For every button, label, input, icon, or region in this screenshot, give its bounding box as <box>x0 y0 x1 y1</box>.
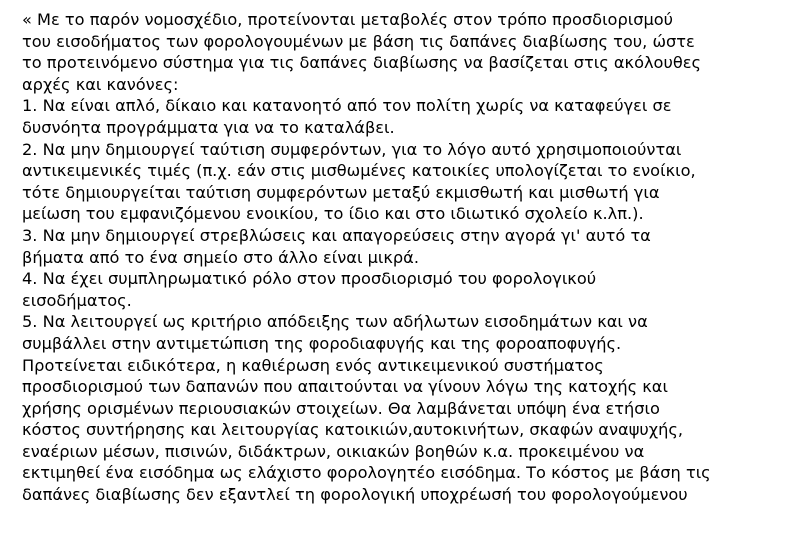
text-line: 3. Να μην δημιουργεί στρεβλώσεις και απαγορεύσεις στην αγορά γι' αυτό τα <box>22 225 651 245</box>
text-line: εκτιμηθεί ένα εισόδημα ως ελάχιστο φορολογητέο εισόδημα. Το κόστος με βάση τις <box>22 463 711 483</box>
text-line: 5. Να λειτουργεί ως κριτήριο απόδειξης των αδήλωτων εισοδημάτων και να <box>22 312 648 332</box>
text-line: αρχές και κανόνες: <box>22 74 179 94</box>
text-line: του εισοδήματος των φορολογουμένων με βάση τις δαπάνες διαβίωσης του, ώστε <box>22 31 695 51</box>
text-line: αντικειμενικές τιμές (π.χ. εάν στις μισθωμένες κατοικίες υπολογίζεται το ενοίκιο, <box>22 161 696 181</box>
text-line: Προτείνεται ειδικότερα, η καθιέρωση ενός αντικειμενικού συστήματος <box>22 355 604 375</box>
text-line: κόστος συντήρησης και λειτουργίας κατοικιών,αυτοκινήτων, σκαφών αναψυχής, <box>22 420 683 440</box>
text-line: εισοδήματος. <box>22 290 132 310</box>
document-text <box>22 9 782 506</box>
text-line: 2. Να μην δημιουργεί ταύτιση συμφερόντων, για το λόγο αυτό χρησιμοποιούνται <box>22 139 682 159</box>
text-line: χρήσης ορισμένων περιουσιακών στοιχείων. Θα λαμβάνεται υπόψη ένα ετήσιο <box>22 398 660 418</box>
text-line: 1. Να είναι απλό, δίκαιο και κατανοητό από τον πολίτη χωρίς να καταφεύγει σε <box>22 96 672 116</box>
text-line: δυσνόητα προγράμματα για να το καταλάβει. <box>22 117 395 137</box>
text-line: μείωση του εμφανιζόμενου ενοικίου, το ίδιο και στο ιδιωτικό σχολείο κ.λπ.). <box>22 204 644 224</box>
text-line: « Με το παρόν νομοσχέδιο, προτείνονται μεταβολές στον τρόπο προσδιορισμού <box>22 10 674 29</box>
text-line: βήματα από το ένα σημείο στο άλλο είναι μικρά. <box>22 247 419 267</box>
text-line: 4. Να έχει συμπληρωματικό ρόλο στον προσδιορισμό του φορολογικού <box>22 269 597 289</box>
text-line: τότε δημιουργείται ταύτιση συμφερόντων μεταξύ εκμισθωτή και μισθωτή για <box>22 182 660 202</box>
text-line: εναέριων μέσων, πισινών, διδάκτρων, οικιακών βοηθών κ.α. προκειμένου να <box>22 441 645 461</box>
text-line: προσδιορισμού των δαπανών που απαιτούνται να γίνουν λόγω της κατοχής και <box>22 377 668 397</box>
text-line: συμβάλλει στην αντιμετώπιση της φοροδιαφυγής και της φοροαποφυγής. <box>22 333 622 353</box>
text-line: δαπάνες διαβίωσης δεν εξαντλεί τη φορολογική υποχρέωσή του φορολογούμενου <box>22 485 688 505</box>
text-line: το προτεινόμενο σύστημα για τις δαπάνες διαβίωσης να βασίζεται στις ακόλουθες <box>22 53 701 73</box>
